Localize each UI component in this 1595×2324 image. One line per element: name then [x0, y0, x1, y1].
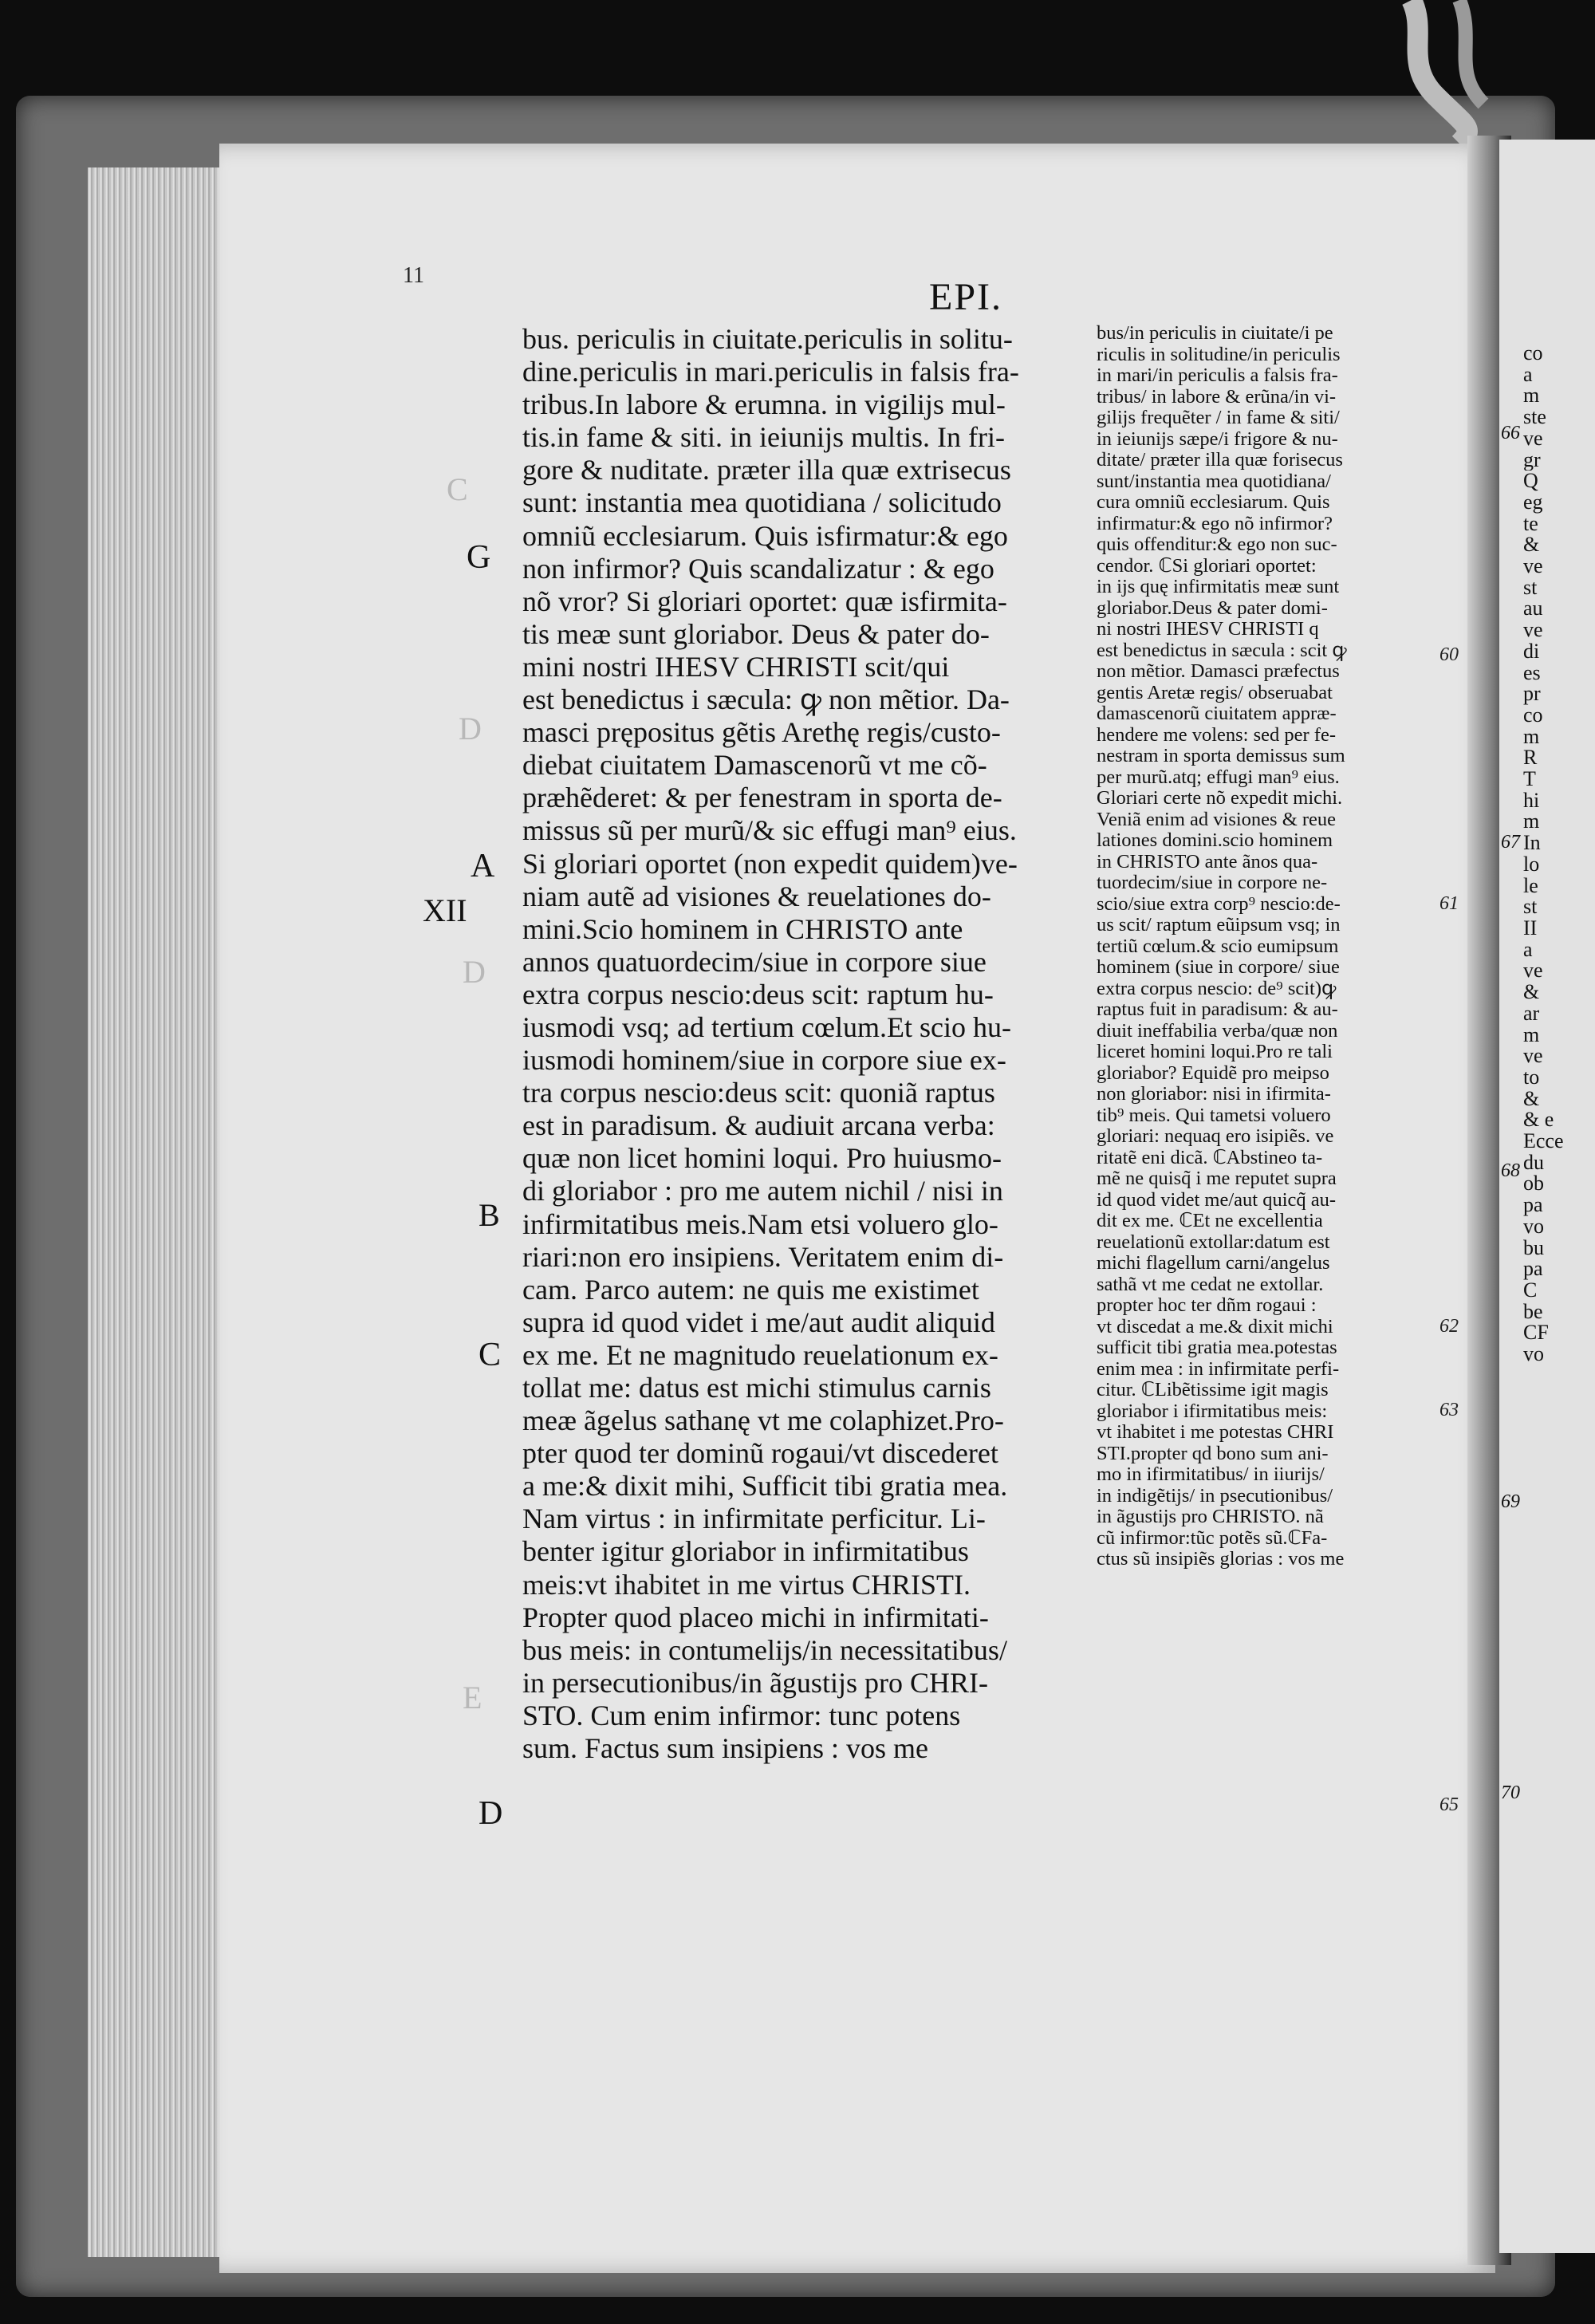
- facing-page-line: Ecce: [1523, 1131, 1564, 1152]
- text-line: missus sũ per murũ/& sic effugi man⁹ eius.: [522, 814, 1017, 847]
- gloss-line: gloriari: nequaq ero isipiẽs. ve: [1097, 1126, 1334, 1147]
- gloss-line: est benedictus in sæcula : scit ꝙ: [1097, 640, 1347, 661]
- gloss-line: cura omniũ ecclesiarum. Quis: [1097, 492, 1330, 513]
- text-line: in persecutionibus/in ãgustijs pro CHRI-: [522, 1666, 988, 1699]
- verse-number: 65: [1439, 1794, 1459, 1815]
- facing-page-line: gr: [1523, 449, 1541, 471]
- facing-page-line: ve: [1523, 620, 1543, 641]
- facing-page-line: vo: [1523, 1215, 1544, 1238]
- show-through-letter: D: [463, 954, 486, 990]
- text-line: non infirmor? Quis scandalizatur : & ego: [522, 552, 994, 585]
- folio-number: 11: [403, 263, 424, 288]
- facing-page-line: co: [1523, 704, 1543, 727]
- text-line: cam. Parco autem: ne quis me existimet: [522, 1273, 979, 1306]
- text-line: Nam virtus : in infirmitate perficitur. Li-: [522, 1503, 986, 1535]
- text-line: iusmodi vsq; ad tertium cœlum.Et scio hu-: [522, 1010, 1011, 1043]
- text-line: mini nostri IHESV CHRISTI scit/qui: [522, 650, 950, 683]
- gloss-line: sunt/instantia mea quotidiana/: [1097, 471, 1331, 492]
- facing-page-line: es: [1523, 662, 1541, 684]
- gloss-line: in indigẽtijs/ in psecutionibus/: [1097, 1485, 1333, 1507]
- facing-page-line: Q: [1523, 471, 1538, 492]
- text-line: meis:vt ihabitet in me virtus CHRISTI.: [522, 1568, 971, 1601]
- gloss-line: ni nostri IHESV CHRISTI q: [1097, 619, 1319, 640]
- gloss-line: tuordecim/siue in corpore ne-: [1097, 872, 1328, 893]
- gloss-line: in mari/in periculis a falsis fra-: [1097, 365, 1338, 386]
- text-line: gore & nuditate. præter illa quæ extrisecus: [522, 454, 1011, 486]
- gloss-line: enim mea : in infirmitate perfi-: [1097, 1358, 1340, 1380]
- gloss-line: vt discedat a me.& dixit michi: [1097, 1316, 1333, 1337]
- gloss-line: infirmatur:& ego nõ infirmor?: [1097, 513, 1333, 534]
- page-edges: [88, 167, 231, 2257]
- text-line: masci prępositus gẽtis Arethę regis/custo-: [522, 716, 1001, 749]
- gloss-line: quis offenditur:& ego non suc-: [1097, 534, 1337, 555]
- text-line: dine.periculis in mari.periculis in falsis fra-: [522, 356, 1019, 388]
- text-line: pter quod ter dominũ rogaui/vt discederet: [522, 1437, 998, 1470]
- facing-page-line: &: [1523, 534, 1540, 557]
- gloss-column: [1097, 323, 1447, 1570]
- facing-verse-number: 66: [1501, 423, 1520, 443]
- facing-page-line: ste: [1523, 407, 1546, 428]
- text-line: annos quatuordecim/siue in corpore siue: [522, 945, 987, 978]
- gloss-line: ditate/ præter illa quæ forisecus: [1097, 450, 1343, 471]
- margin-letter-g: G: [467, 539, 491, 576]
- facing-page-line: eg: [1523, 491, 1543, 514]
- gloss-line: liceret homini loqui.Pro re tali: [1097, 1042, 1333, 1062]
- text-line: nõ vror? Si gloriari oportet: quæ isfirmita-: [522, 585, 1007, 617]
- gloss-line: scio/siue extra corp⁹ nescio:de-: [1097, 893, 1341, 915]
- facing-page-line: ve: [1523, 960, 1543, 983]
- text-line: tra corpus nescio:deus scit: quoniã raptus: [522, 1077, 995, 1109]
- running-header: EPI.: [929, 276, 1002, 318]
- gloss-line: in CHRISTO ante ãnos qua-: [1097, 851, 1318, 872]
- text-line: diebat ciuitatem Damascenorũ vt me cõ-: [522, 749, 987, 782]
- facing-verse-number: 70: [1501, 1782, 1520, 1803]
- facing-page-line: &: [1523, 982, 1540, 1003]
- facing-page-line: m: [1523, 811, 1540, 833]
- verse-number: 61: [1439, 893, 1459, 914]
- text-line: a me:& dixit mihi, Sufficit tibi gratia mea.: [522, 1470, 1008, 1503]
- facing-page-line: di: [1523, 640, 1540, 663]
- gloss-line: hominem (siue in corpore/ siue: [1097, 957, 1340, 978]
- gloss-line: citur. ℂLibẽtissime igit magis: [1097, 1380, 1329, 1400]
- gloss-line: sufficit tibi gratia mea.potestas: [1097, 1337, 1337, 1358]
- facing-page-line: pr: [1523, 683, 1541, 705]
- gloss-line: riculis in solitudine/in periculis: [1097, 344, 1341, 365]
- facing-page-line: be: [1523, 1301, 1543, 1323]
- facing-page-line: &: [1523, 1088, 1540, 1110]
- gloss-line: lationes domini.scio hominem: [1097, 830, 1333, 851]
- facing-page-line: m: [1523, 1024, 1540, 1046]
- facing-verse-number: 68: [1501, 1160, 1520, 1181]
- gloss-line: tib⁹ meis. Qui tametsi voluero: [1097, 1105, 1331, 1126]
- show-through-letter: E: [463, 1680, 482, 1715]
- facing-page-line: R: [1523, 747, 1538, 770]
- text-line: ex me. Et ne magnitudo reuelationum ex-: [522, 1338, 998, 1371]
- text-line: bus. periculis in ciuitate.periculis in solitu-: [522, 323, 1013, 355]
- margin-letter-b: B: [478, 1197, 500, 1233]
- facing-page-line: vo: [1523, 1344, 1544, 1365]
- gloss-line: tertiũ cœlum.& scio eumipsum: [1097, 936, 1339, 957]
- text-line: tollat me: datus est michi stimulus carnis: [522, 1372, 991, 1404]
- facing-verse-number: 69: [1501, 1491, 1520, 1512]
- gloss-line: sathã vt me cedat ne extollar.: [1097, 1274, 1324, 1295]
- facing-page-line: T: [1523, 769, 1536, 790]
- facing-page-line: II: [1523, 917, 1538, 939]
- text-line: iusmodi hominem/siue in corpore siue ex-: [522, 1044, 1006, 1077]
- gloss-line: cũ infirmor:tũc potẽs sũ.ℂFa-: [1097, 1527, 1328, 1549]
- facing-page-line: ve: [1523, 556, 1543, 577]
- facing-page-line: le: [1523, 875, 1538, 897]
- facing-page-line: st: [1523, 896, 1538, 918]
- facing-page-line: & e: [1523, 1109, 1554, 1132]
- gloss-line: gilijs frequẽter / in fame & siti/: [1097, 408, 1340, 428]
- text-line: di gloriabor : pro me autem nichil / nisi in: [522, 1175, 1003, 1207]
- gloss-line: Gloriari certe nõ expedit michi.: [1097, 788, 1343, 809]
- facing-page-line: hi: [1523, 790, 1540, 812]
- gloss-line: us scit/ raptum eũipsum vsq; in: [1097, 915, 1341, 936]
- text-line: est benedictus i sæcula: ꝙ non mẽtior. Da-: [522, 683, 1010, 716]
- text-line: STO. Cum enim infirmor: tunc potens: [522, 1699, 961, 1731]
- facing-page-line: ve: [1523, 427, 1543, 450]
- text-line: sum. Factus sum insipiens : vos me: [522, 1732, 929, 1765]
- gloss-line: mo in ifirmitatibus/ in iiurijs/: [1097, 1464, 1325, 1485]
- gloss-line: reuelationũ extollar:datum est: [1097, 1231, 1330, 1253]
- binding-ties: [1380, 0, 1523, 144]
- show-through-letter: C: [447, 471, 468, 507]
- gloss-line: id quod videt me/aut quicq̃ au-: [1097, 1189, 1337, 1211]
- gloss-line: in ãgustijs pro CHRISTO. nã: [1097, 1507, 1324, 1527]
- facing-page-line: In: [1523, 833, 1541, 854]
- text-line: extra corpus nescio:deus scit: raptum hu-: [522, 978, 994, 1010]
- facing-page-line: bu: [1523, 1237, 1544, 1259]
- text-line: quæ non licet homini loqui. Pro huiusmo-: [522, 1142, 1002, 1175]
- gloss-line: Veniã enim ad visiones & reue: [1097, 809, 1337, 830]
- margin-letter-d: D: [478, 1795, 503, 1832]
- gloss-line: gloriabor? Equidẽ pro meipso: [1097, 1062, 1329, 1084]
- text-line: supra id quod videt i me/aut audit aliquid: [522, 1306, 995, 1338]
- facing-page-line: ar: [1523, 1002, 1540, 1025]
- text-line: Propter quod placeo michi in infirmitati-: [522, 1601, 989, 1633]
- facing-page-line: pa: [1523, 1195, 1543, 1216]
- facing-page-line: a: [1523, 364, 1533, 386]
- text-line: meæ ãgelus sathanę vt me colaphizet.Pro-: [522, 1404, 1004, 1437]
- gloss-line: extra corpus nescio: de⁹ scit)ꝙ: [1097, 978, 1337, 999]
- gloss-line: in ieiunijs sæpe/i frigore & nu-: [1097, 428, 1338, 450]
- text-line: omniũ ecclesiarum. Quis isfirmatur:& ego: [522, 519, 1008, 552]
- verse-number: 63: [1439, 1400, 1459, 1420]
- gloss-line: damascenorũ ciuitatem appræ-: [1097, 703, 1337, 724]
- gloss-line: raptus fuit in paradisum: & au-: [1097, 999, 1338, 1020]
- verse-number: 60: [1439, 644, 1459, 665]
- facing-page-line: a: [1523, 939, 1533, 961]
- gloss-line: gloriabor i ifirmitatibus meis:: [1097, 1400, 1328, 1422]
- text-line: tribus.In labore & erumna. in vigilijs mul-: [522, 388, 1006, 421]
- facing-page-line: lo: [1523, 853, 1540, 876]
- main-text-column: [522, 323, 1116, 1765]
- gloss-line: vt ihabitet i me potestas CHRI: [1097, 1422, 1334, 1443]
- facing-page-line: m: [1523, 385, 1540, 408]
- gloss-line: STI.propter qd bono sum ani-: [1097, 1443, 1329, 1464]
- gloss-line: propter hoc ter dñm rogaui :: [1097, 1295, 1317, 1316]
- facing-page-line: co: [1523, 343, 1543, 364]
- gloss-line: cendor. ℂSi gloriari oportet:: [1097, 555, 1317, 577]
- text-line: niam autẽ ad visiones & reuelationes do-: [522, 880, 991, 912]
- margin-letter-c: C: [478, 1337, 502, 1373]
- facing-page-line: st: [1523, 577, 1538, 599]
- facing-page-line: to: [1523, 1066, 1540, 1089]
- gloss-line: diuit ineffabilia verba/quæ non: [1097, 1020, 1338, 1042]
- gloss-line: ritatẽ eni dicã. ℂAbstineo ta-: [1097, 1147, 1323, 1168]
- facing-page-line: CF: [1523, 1322, 1549, 1345]
- text-line: tis.in fame & siti. in ieiunijs multis. In fri-: [522, 421, 1005, 454]
- facing-page-line: te: [1523, 513, 1538, 535]
- facing-page-line: au: [1523, 598, 1543, 620]
- text-line: est in paradisum. & audiuit arcana verba:: [522, 1109, 995, 1142]
- gloss-line: in ijs quę infirmitatis meæ sunt: [1097, 577, 1340, 597]
- gloss-line: bus/in periculis in ciuitate/i pe: [1097, 323, 1333, 344]
- facing-page-line: m: [1523, 726, 1540, 748]
- verse-number: 62: [1439, 1316, 1459, 1337]
- gloss-line: dit ex me. ℂEt ne excellentia: [1097, 1211, 1323, 1231]
- gloss-line: hendere me volens: sed per fe-: [1097, 724, 1336, 746]
- gloss-line: gentis Aretæ regis/ obseruabat: [1097, 682, 1333, 703]
- facing-verse-number: 67: [1501, 832, 1520, 853]
- facing-page: [1499, 140, 1595, 2253]
- gloss-line: nestram in sporta demissus sum: [1097, 746, 1345, 766]
- gloss-line: mẽ ne quisq̃ i me reputet supra: [1097, 1168, 1337, 1189]
- text-line: bus meis: in contumelijs/in necessitatibus/: [522, 1633, 1007, 1666]
- facing-page-line: C: [1523, 1279, 1538, 1302]
- text-line: mini.Scio hominem in CHRISTO ante: [522, 912, 963, 945]
- facing-page-line: ve: [1523, 1046, 1543, 1067]
- gloss-line: per murũ.atq; effugi man⁹ eius.: [1097, 766, 1340, 788]
- text-line: riari:non ero insipiens. Veritatem enim di-: [522, 1240, 1004, 1273]
- chapter-number: XII: [423, 892, 467, 928]
- facing-page-line: du: [1523, 1152, 1544, 1174]
- facing-page-line: pa: [1523, 1259, 1543, 1280]
- text-line: Si gloriari oportet (non expedit quidem)ve-: [522, 847, 1018, 880]
- gloss-line: non mẽtior. Damasci præfectus: [1097, 661, 1340, 682]
- gloss-line: ctus sũ insipiẽs glorias : vos me: [1097, 1549, 1345, 1570]
- text-line: præhẽderet: & per fenestram in sporta de-: [522, 782, 1002, 814]
- text-line: sunt: instantia mea quotidiana / solicitudo: [522, 486, 1002, 519]
- text-line: infirmitatibus meis.Nam etsi voluero glo-: [522, 1207, 998, 1240]
- gloss-line: tribus/ in labore & erũna/in vi-: [1097, 386, 1337, 408]
- gloss-line: michi flagellum carni/angelus: [1097, 1253, 1330, 1274]
- facing-page-line: ob: [1523, 1173, 1544, 1195]
- margin-letter-a: A: [471, 848, 495, 884]
- gloss-line: gloriabor.Deus & pater domi-: [1097, 597, 1328, 619]
- text-line: benter igitur gloriabor in infirmitatibus: [522, 1535, 969, 1568]
- gloss-line: non gloriabor: nisi in ifirmita-: [1097, 1084, 1331, 1105]
- show-through-letter: D: [459, 711, 482, 746]
- text-line: tis meæ sunt gloriabor. Deus & pater do-: [522, 617, 990, 650]
